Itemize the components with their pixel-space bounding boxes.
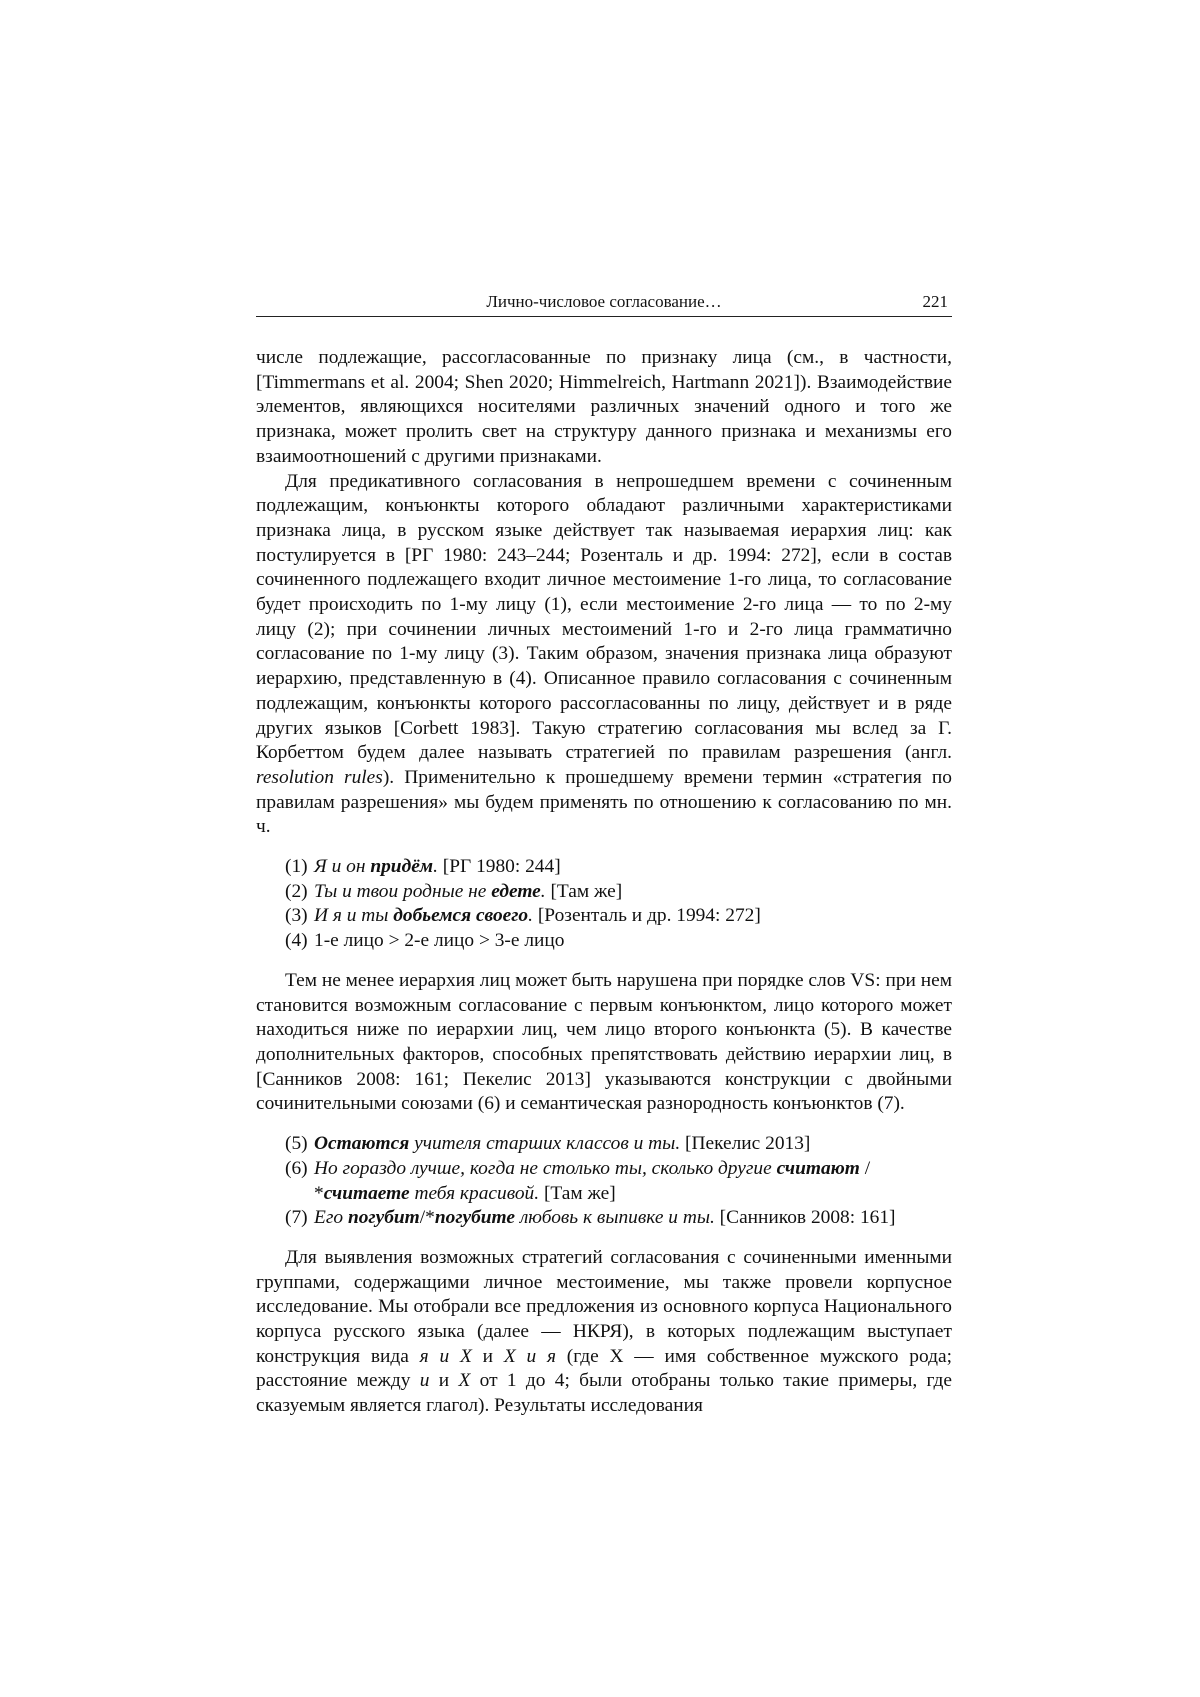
example-number: (2)	[285, 880, 308, 902]
example-7	[256, 1206, 952, 1231]
example-italic: тебя красивой.	[409, 1182, 540, 1204]
example-italic: Я и он	[314, 856, 371, 878]
italic-i: и	[419, 1370, 430, 1392]
paragraph-2-text-a: Для предикативного согласования в непрошедшем времени с сочиненным подлежащим, конъюнкты которого обладают различными характеристиками признака лица, в русском языке действует так называемая иерархия лиц: как постулируется в [РГ 1980: 243–244; Розенталь и др. 1994: 272], если в состав сочиненного подлежащего входит личное местоимение 1-го лица, то согласование будет происходить по 1-му лицу (1), если местоимение 2-го лица — то по 2-му лицу (2); при сочинении личных местоимений 1-го и 2-го лица грамматично согласование по 1-му лицу (3). Таким образом, значения признака лица образуют иерархию, представленную в (4). Описанное правило согласования с сочиненным подлежащим, конъюнкты которого рассогласованны по лицу, действует и в ряде других языков [Corbett 1983]. Такую стратегию согласования мы вслед за Г. Корбеттом будем далее называть стратегией по правилам разрешения (англ.	[256, 470, 952, 764]
example-4	[256, 929, 952, 954]
example-italic: Ты и твои родные не	[314, 880, 492, 902]
example-reference: [Пекелис 2013]	[680, 1133, 811, 1155]
example-number: (7)	[285, 1207, 308, 1229]
paragraph-4-mid-2: (где X — имя собственное мужского рода; расстояние между	[256, 1345, 952, 1392]
example-italic: учителя старших классов и ты.	[409, 1133, 681, 1155]
example-2	[256, 880, 952, 905]
example-verb: погубит	[347, 1207, 420, 1229]
example-number: (6)	[285, 1157, 308, 1179]
example-italic: .	[433, 856, 438, 878]
examples-list-1	[256, 855, 952, 954]
paragraph-3: Тем не менее иерархия лиц может быть нарушена при порядке слов VS: при нем становится возможным согласование с первым конъюнктом, лицо которого может находиться ниже по иерархии лиц, чем лицо второго конъюнкта (5). В качестве дополнительных факторов, способных препятствовать действию иерархии лиц, в [Санников 2008: 161; Пекелис 2013] указываются конструкции с двойными сочинительными союзами (6) и семантическая разнородность конъюнктов (7).	[256, 969, 952, 1115]
example-verb: едете	[491, 880, 541, 902]
example-3	[256, 904, 952, 929]
example-reference: [РГ 1980: 244]	[437, 856, 561, 878]
example-5	[256, 1132, 952, 1157]
construction-ya-i-x: я и X	[419, 1345, 472, 1367]
paragraph-4	[256, 1246, 952, 1419]
page-number: 221	[922, 292, 948, 311]
body-text	[256, 346, 952, 1419]
paragraph-2-text-b: ). Применительно к прошедшему времени термин «стратегия по правилам разрешения» мы будем применять по отношению к согласованию по мн. ч.	[256, 766, 952, 838]
example-number: (5)	[285, 1133, 308, 1155]
example-italic: .	[540, 880, 546, 902]
example-reference: [Там же]	[539, 1182, 616, 1204]
example-number: (3)	[285, 905, 308, 927]
paragraph-4-text-b: от 1 до 4; были отобраны только такие примеры, где сказуемым является глагол). Результаты исследования	[256, 1370, 952, 1417]
example-italic: И я и ты	[314, 905, 394, 927]
examples-list-2	[256, 1132, 952, 1231]
example-italic: Его	[314, 1207, 348, 1229]
example-italic: любовь к выпивке и ты.	[514, 1207, 715, 1229]
italic-x: X	[458, 1370, 471, 1392]
example-number: (1)	[285, 856, 308, 878]
example-verb: погубите	[434, 1207, 515, 1229]
example-number: (4)	[285, 930, 308, 952]
example-italic: Но гораздо лучше, когда не столько ты, сколько другие	[314, 1157, 777, 1179]
paragraph-1: числе подлежащие, рассогласованные по признаку лица (см., в частности, [Timmermans et al. 2004; Shen 2020; Himmelreich, Hartmann 2021]). Взаимодействие элементов, являющихся носителями различных значений одного и того же признака, может пролить свет на структуру данного признака и механизмы его взаимоотношений с другими признаками.	[256, 347, 952, 467]
example-italic: .	[528, 905, 533, 927]
example-verb: придём	[370, 856, 434, 878]
example-separator: /*	[419, 1207, 435, 1229]
person-hierarchy: 1-е лицо > 2-е лицо > 3-е лицо	[314, 930, 565, 952]
term-resolution-rules: resolution rules	[256, 766, 383, 788]
paragraph-2	[256, 470, 952, 841]
paragraph-4-mid-1: и	[471, 1345, 504, 1367]
construction-x-i-ya: X и я	[503, 1345, 556, 1367]
example-verb: считают	[776, 1157, 860, 1179]
example-reference: [Розенталь и др. 1994: 272]	[532, 905, 761, 927]
example-6	[256, 1157, 952, 1206]
paragraph-4-mid-3: и	[429, 1370, 459, 1392]
running-head	[256, 292, 952, 317]
example-reference: [Санников 2008: 161]	[714, 1207, 896, 1229]
example-separator: / *	[314, 1157, 871, 1204]
example-verb: добьемся своего	[393, 905, 529, 927]
paragraph-4-text-a: Для выявления возможных стратегий согласования с сочиненными именными группами, содержащими личное местоимение, мы также провели корпусное исследование. Мы отобрали все предложения из основного корпуса Национального корпуса русского языка (далее — НКРЯ), в которых подлежащим выступает конструкция вида	[256, 1246, 952, 1367]
example-verb: Остаются	[314, 1133, 410, 1155]
running-title: Лично-числовое согласование…	[486, 292, 722, 311]
example-1	[256, 855, 952, 880]
example-reference: [Там же]	[545, 880, 623, 902]
example-verb: считаете	[323, 1182, 410, 1204]
